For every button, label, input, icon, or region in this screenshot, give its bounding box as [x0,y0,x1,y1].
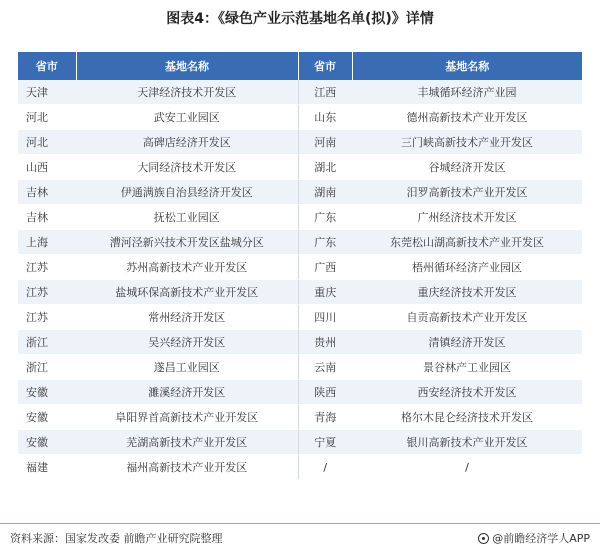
table-row [18,305,582,330]
header-province-right: 省市 [298,52,352,80]
footer-divider [0,523,600,524]
cell-province-left: 河北 [18,105,76,130]
cell-province-left: 山西 [18,155,76,180]
cell-province-left: 江苏 [18,305,76,330]
cell-base-name-right: 汨罗高新技术产业开发区 [352,180,582,205]
cell-base-name-right: / [352,455,582,480]
cell-province-right: 广东 [298,205,352,230]
cell-province-right: 江西 [298,80,352,105]
table-row [18,105,582,130]
table-row [18,230,582,255]
cell-base-name-left: 福州高新技术产业开发区 [76,455,298,480]
table-row [18,380,582,405]
cell-base-name-left: 抚松工业园区 [76,205,298,230]
cell-base-name-left: 高碑店经济开发区 [76,130,298,155]
cell-province-left: 河北 [18,130,76,155]
cell-base-name-left: 伊通满族自治县经济开发区 [76,180,298,205]
cell-province-left: 江苏 [18,280,76,305]
table-body [18,80,582,480]
table-row [18,455,582,480]
cell-base-name-right: 谷城经济开发区 [352,155,582,180]
cell-base-name-left: 武安工业园区 [76,105,298,130]
cell-province-left: 浙江 [18,330,76,355]
cell-province-left: 福建 [18,455,76,480]
header-base-name-left: 基地名称 [76,52,298,80]
table-row [18,180,582,205]
base-list-table [18,52,582,480]
cell-base-name-right: 重庆经济技术开发区 [352,280,582,305]
cell-base-name-left: 吴兴经济开发区 [76,330,298,355]
cell-province-right: 山东 [298,105,352,130]
cell-province-right: 广西 [298,255,352,280]
cell-province-right: 湖北 [298,155,352,180]
cell-base-name-right: 梧州循环经济产业园区 [352,255,582,280]
cell-province-right: 青海 [298,405,352,430]
cell-province-left: 安徽 [18,405,76,430]
cell-province-left: 安徽 [18,430,76,455]
cell-province-right: / [298,455,352,480]
cell-base-name-right: 丰城循环经济产业园 [352,80,582,105]
cell-base-name-left: 芜湖高新技术产业开发区 [76,430,298,455]
cell-province-left: 吉林 [18,180,76,205]
cell-base-name-right: 三门峡高新技术产业开发区 [352,130,582,155]
cell-base-name-right: 银川高新技术产业开发区 [352,430,582,455]
cell-province-left: 江苏 [18,255,76,280]
cell-base-name-right: 西安经济技术开发区 [352,380,582,405]
cell-base-name-right: 东莞松山湖高新技术产业开发区 [352,230,582,255]
cell-base-name-right: 格尔木昆仑经济技术开发区 [352,405,582,430]
cell-province-right: 贵州 [298,330,352,355]
header-province-left: 省市 [18,52,76,80]
cell-base-name-right: 清镇经济开发区 [352,330,582,355]
cell-province-left: 浙江 [18,355,76,380]
cell-province-left: 天津 [18,80,76,105]
cell-province-right: 陕西 [298,380,352,405]
cell-base-name-left: 盐城环保高新技术产业开发区 [76,280,298,305]
cell-province-right: 广东 [298,230,352,255]
cell-base-name-left: 苏州高新技术产业开发区 [76,255,298,280]
cell-province-right: 重庆 [298,280,352,305]
brand-text: @前瞻经济学人APP [492,532,590,545]
brand-credit [478,530,590,546]
page-title: 图表4：《绿色产业示范基地名单(拟)》详情 [166,11,434,27]
cell-base-name-right: 景谷林产工业园区 [352,355,582,380]
table-header-row [18,52,582,80]
cell-base-name-left: 漕河泾新兴技术开发区盐城分区 [76,230,298,255]
header-base-name-right: 基地名称 [352,52,582,80]
circle-logo-icon [478,533,489,544]
cell-province-right: 宁夏 [298,430,352,455]
source-note: 资料来源：国家发改委 前瞻产业研究院整理 [10,532,223,545]
table-row [18,80,582,105]
cell-province-right: 云南 [298,355,352,380]
cell-province-right: 四川 [298,305,352,330]
table-row [18,280,582,305]
cell-base-name-left: 濉溪经济开发区 [76,380,298,405]
table-row [18,155,582,180]
table-row [18,130,582,155]
cell-base-name-right: 广州经济技术开发区 [352,205,582,230]
table-row [18,330,582,355]
table-row [18,430,582,455]
cell-province-left: 上海 [18,230,76,255]
cell-base-name-left: 大同经济技术开发区 [76,155,298,180]
table-row [18,405,582,430]
cell-base-name-left: 遂昌工业园区 [76,355,298,380]
cell-base-name-left: 天津经济技术开发区 [76,80,298,105]
cell-province-right: 湖南 [298,180,352,205]
cell-base-name-right: 德州高新技术产业开发区 [352,105,582,130]
cell-province-left: 安徽 [18,380,76,405]
table-row [18,255,582,280]
cell-base-name-left: 常州经济开发区 [76,305,298,330]
cell-province-right: 河南 [298,130,352,155]
table-row [18,205,582,230]
cell-province-left: 吉林 [18,205,76,230]
table-row [18,355,582,380]
cell-base-name-left: 阜阳界首高新技术产业开发区 [76,405,298,430]
cell-base-name-right: 自贡高新技术产业开发区 [352,305,582,330]
